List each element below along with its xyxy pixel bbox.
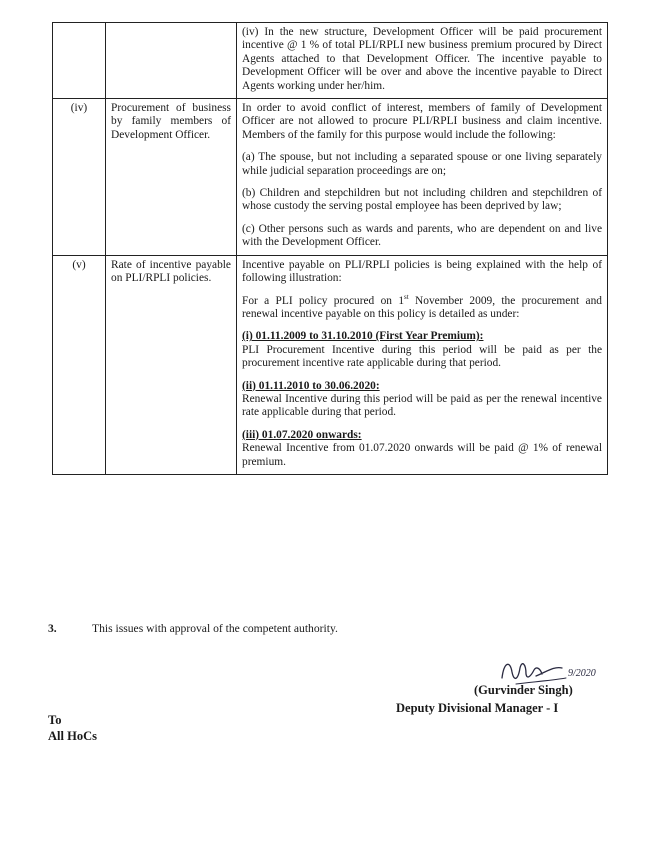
addressee-to: To bbox=[48, 713, 62, 727]
period-heading: (ii) 01.11.2010 to 30.06.2020: bbox=[242, 379, 380, 392]
example-paragraph: For a PLI policy procured on 1st November 2009, the procurement and renewal incentive payable on this policy is detailed as under: bbox=[242, 292, 602, 320]
row-number: (iv) bbox=[53, 99, 106, 256]
signatory-name: (Gurvinder Singh) bbox=[474, 683, 573, 697]
paragraph: (c) Other persons such as wards and parents, who are dependent on and live with the Development Officer. bbox=[242, 222, 602, 249]
period-heading: (i) 01.11.2009 to 31.10.2010 (First Year Premium): bbox=[242, 330, 484, 343]
paragraph: (a) The spouse, but not including a separated spouse or one living separately while judicial separation proceedings are on; bbox=[242, 151, 602, 177]
period-block bbox=[242, 429, 602, 469]
period-text: Renewal Incentive from 01.07.2020 onwards will be paid @ 1% of renewal premium. bbox=[242, 442, 602, 468]
row-description bbox=[237, 23, 608, 99]
addressee-recipients: All HoCs bbox=[48, 729, 97, 743]
row-description bbox=[237, 99, 608, 256]
table-row bbox=[53, 255, 608, 474]
paragraph-3 bbox=[48, 622, 338, 635]
row-subject: Procurement of business by family members of Development Officer. bbox=[111, 102, 231, 141]
paragraph: (b) Children and stepchildren but not including children and stepchildren of whose custody the serving postal employee has been deprived by law; bbox=[242, 187, 602, 213]
row-subject: Rate of incentive payable on PLI/RPLI policies. bbox=[111, 258, 231, 285]
row-description bbox=[237, 255, 608, 474]
incentive-table bbox=[52, 22, 608, 475]
period-block bbox=[242, 380, 602, 420]
row-number bbox=[53, 23, 106, 99]
svg-text:9/2020: 9/2020 bbox=[568, 668, 596, 679]
period-text: Renewal Incentive during this period will be paid as per the renewal incentive rate applicable during that period. bbox=[242, 392, 602, 419]
period-block bbox=[242, 330, 602, 370]
paragraph-text: This issues with approval of the competent authority. bbox=[92, 622, 338, 635]
row-number: (v) bbox=[53, 255, 106, 474]
row-subject bbox=[106, 23, 237, 99]
paragraph-number: 3. bbox=[48, 622, 57, 635]
paragraph: (iv) In the new structure, Development Officer will be paid procurement incentive @ 1 % of total PLI/RPLI new business premium procured by Direct Agents attached to that Development Officer. The incentive payable to Development Officer will be over and above the incentive payable to Direct Agents working under her/him. bbox=[242, 26, 602, 92]
table-row bbox=[53, 99, 608, 256]
period-heading: (iii) 01.07.2020 onwards: bbox=[242, 428, 362, 441]
period-text: PLI Procurement Incentive during this period will be paid as per the procurement incentive rate applicable during that period. bbox=[242, 343, 602, 370]
paragraph: In order to avoid conflict of interest, members of family of Development Officer are not allowed to procure PLI/RPLI business and claim incentive. Members of the family for this purpose would include the following: bbox=[242, 102, 602, 141]
signatory-designation: Deputy Divisional Manager - I bbox=[396, 701, 559, 715]
table-row bbox=[53, 23, 608, 99]
paragraph: Incentive payable on PLI/RPLI policies is being explained with the help of following illustration: bbox=[242, 258, 602, 285]
